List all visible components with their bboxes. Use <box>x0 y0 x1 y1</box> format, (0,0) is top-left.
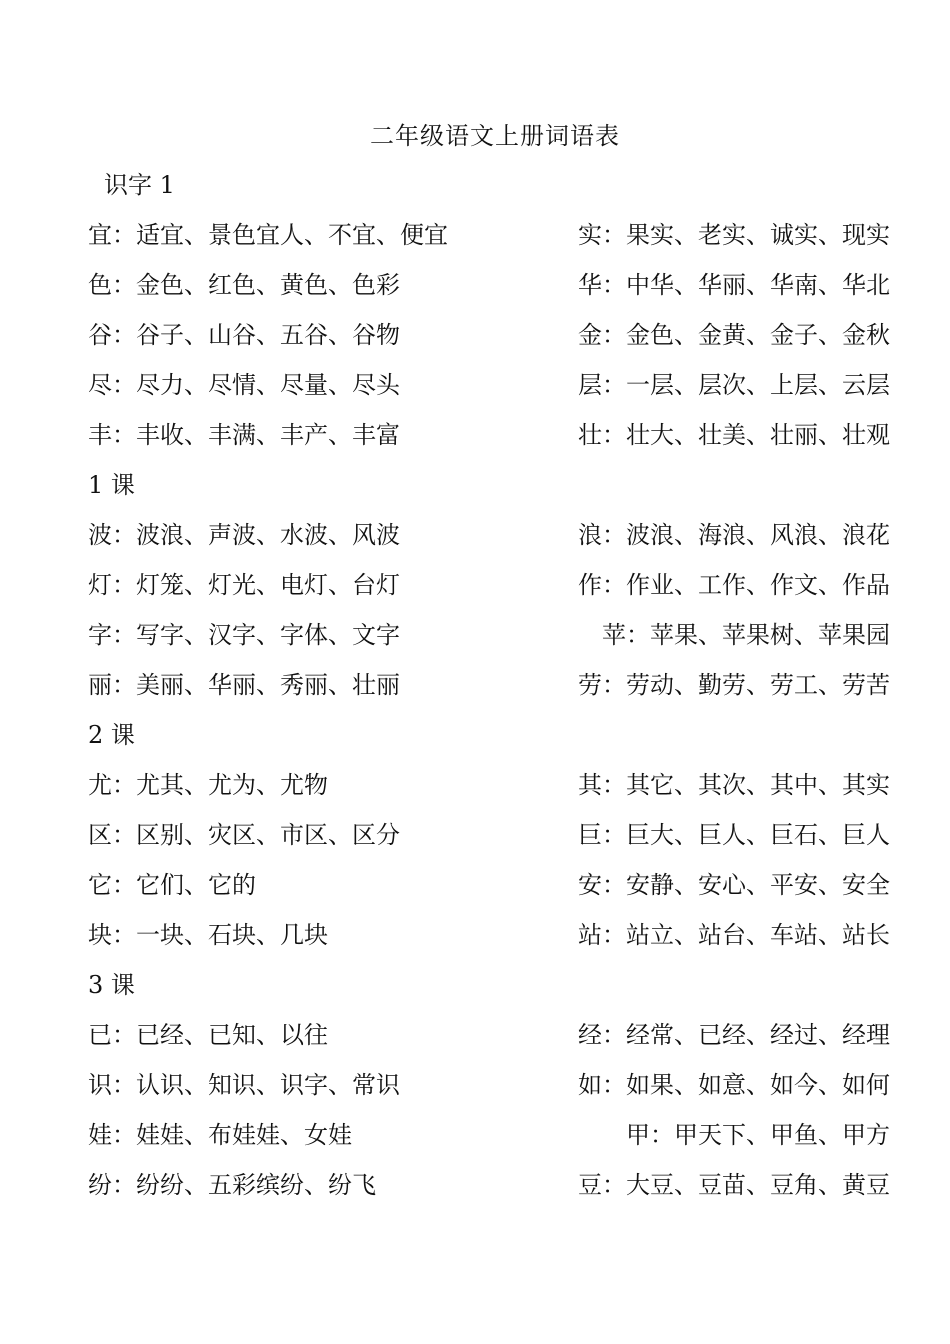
section-heading: 识字 1 <box>104 171 175 199</box>
section-heading: 2 课 <box>88 721 135 749</box>
vocabulary-row <box>0 810 950 860</box>
vocabulary-entry-right: 华：中华、华丽、华南、华北 <box>578 271 890 299</box>
vocabulary-entry-right: 浪：波浪、海浪、风浪、浪花 <box>578 521 890 549</box>
vocabulary-entry-left: 波：波浪、声波、水波、风波 <box>88 521 400 549</box>
vocabulary-entry-left: 它：它们、它的 <box>88 871 256 899</box>
vocabulary-row <box>0 660 950 710</box>
vocabulary-entry-right: 劳：劳动、勤劳、劳工、劳苦 <box>578 671 890 699</box>
vocabulary-row <box>0 1160 950 1210</box>
vocabulary-entry-left: 色：金色、红色、黄色、色彩 <box>88 271 400 299</box>
vocabulary-row <box>0 610 950 660</box>
vocabulary-row <box>0 1060 950 1110</box>
vocabulary-entry-left: 已：已经、已知、以往 <box>88 1021 328 1049</box>
vocabulary-entry-right: 如：如果、如意、如今、如何 <box>578 1071 890 1099</box>
page-title: 二年级语文上册词语表 <box>370 122 620 150</box>
vocabulary-list <box>0 160 950 1210</box>
vocabulary-entry-right: 层：一层、层次、上层、云层 <box>578 371 890 399</box>
vocabulary-entry-right: 安：安静、安心、平安、安全 <box>578 871 890 899</box>
vocabulary-entry-left: 尤：尤其、尤为、尤物 <box>88 771 328 799</box>
vocabulary-row <box>0 510 950 560</box>
vocabulary-entry-right: 甲：甲天下、甲鱼、甲方 <box>626 1121 890 1149</box>
vocabulary-entry-right: 经：经常、已经、经过、经理 <box>578 1021 890 1049</box>
vocabulary-row <box>0 210 950 260</box>
vocabulary-entry-left: 丰：丰收、丰满、丰产、丰富 <box>88 421 400 449</box>
vocabulary-row <box>0 560 950 610</box>
vocabulary-entry-left: 娃：娃娃、布娃娃、女娃 <box>88 1121 352 1149</box>
vocabulary-entry-left: 块：一块、石块、几块 <box>88 921 328 949</box>
vocabulary-entry-left: 字：写字、汉字、字体、文字 <box>88 621 400 649</box>
vocabulary-entry-left: 宜：适宜、景色宜人、不宜、便宜 <box>88 221 448 249</box>
vocabulary-row <box>0 1010 950 1060</box>
vocabulary-entry-right: 壮：壮大、壮美、壮丽、壮观 <box>578 421 890 449</box>
vocabulary-entry-left: 灯：灯笼、灯光、电灯、台灯 <box>88 571 400 599</box>
vocabulary-entry-left: 区：区别、灾区、市区、区分 <box>88 821 400 849</box>
vocabulary-entry-left: 纷：纷纷、五彩缤纷、纷飞 <box>88 1171 376 1199</box>
vocabulary-row <box>0 360 950 410</box>
vocabulary-entry-right: 其：其它、其次、其中、其实 <box>578 771 890 799</box>
vocabulary-entry-left: 谷：谷子、山谷、五谷、谷物 <box>88 321 400 349</box>
vocabulary-row <box>0 860 950 910</box>
vocabulary-entry-left: 识：认识、知识、识字、常识 <box>88 1071 400 1099</box>
vocabulary-entry-right: 豆：大豆、豆苗、豆角、黄豆 <box>578 1171 890 1199</box>
vocabulary-entry-left: 丽：美丽、华丽、秀丽、壮丽 <box>88 671 400 699</box>
vocabulary-row <box>0 1110 950 1160</box>
section-heading: 3 课 <box>88 971 135 999</box>
vocabulary-row <box>0 310 950 360</box>
vocabulary-row <box>0 410 950 460</box>
vocabulary-row <box>0 260 950 310</box>
vocabulary-entry-left: 尽：尽力、尽情、尽量、尽头 <box>88 371 400 399</box>
vocabulary-row <box>0 760 950 810</box>
vocabulary-row <box>0 910 950 960</box>
section-heading: 1 课 <box>88 471 135 499</box>
vocabulary-entry-right: 作：作业、工作、作文、作品 <box>578 571 890 599</box>
vocabulary-entry-right: 苹：苹果、苹果树、苹果园 <box>602 621 890 649</box>
vocabulary-entry-right: 实：果实、老实、诚实、现实 <box>578 221 890 249</box>
vocabulary-entry-right: 站：站立、站台、车站、站长 <box>578 921 890 949</box>
vocabulary-entry-right: 巨：巨大、巨人、巨石、巨人 <box>578 821 890 849</box>
vocabulary-entry-right: 金：金色、金黄、金子、金秋 <box>578 321 890 349</box>
